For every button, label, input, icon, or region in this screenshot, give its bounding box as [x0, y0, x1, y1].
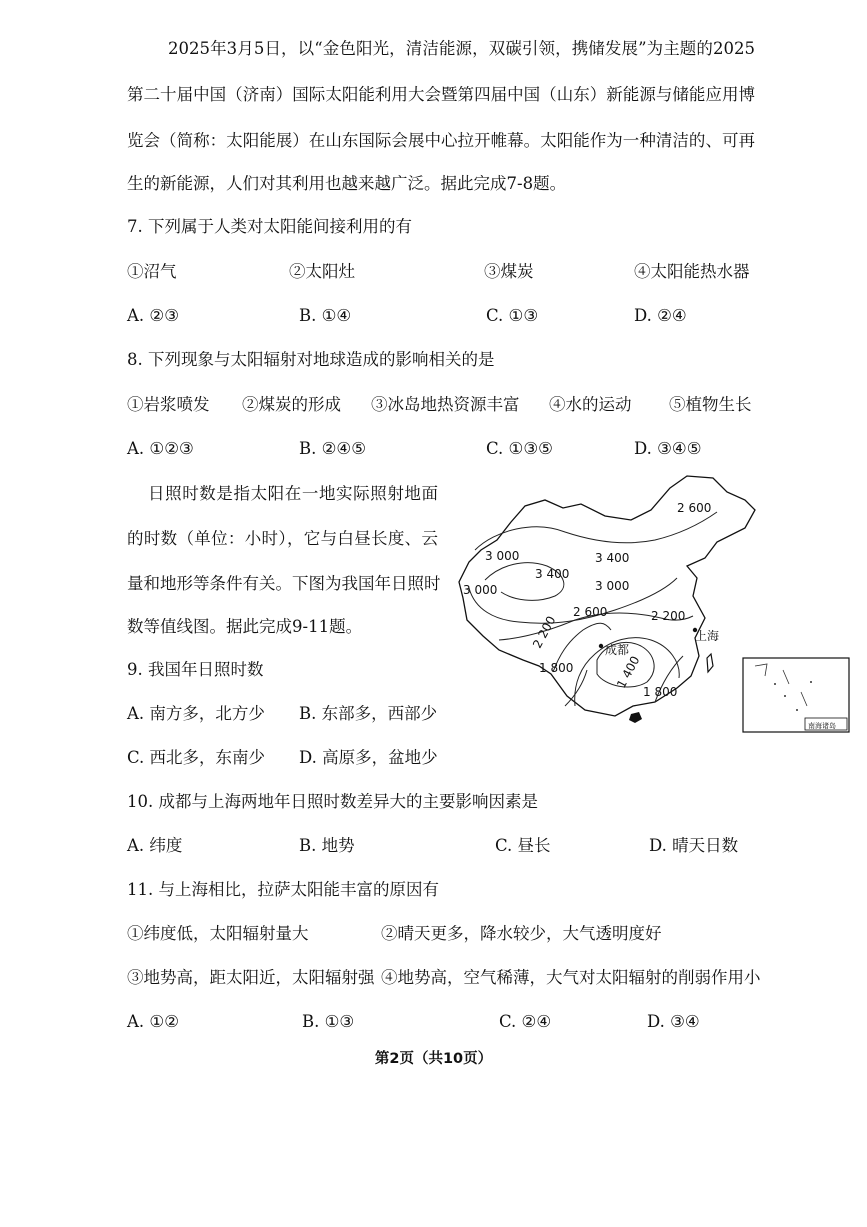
q7-options [127, 306, 747, 326]
q11-item: ②晴天更多，降水较少，大气透明度好 [381, 924, 662, 943]
city-marker [599, 644, 603, 648]
q7-item: ②太阳灶 [289, 262, 355, 281]
q7-stem: 7. 下列属于人类对太阳能间接利用的有 [127, 217, 412, 236]
q8-option-a: A. ①②③ [127, 439, 194, 458]
q9-option-c: C. 西北多，东南少 [127, 748, 266, 767]
q8-options [127, 439, 747, 459]
q8-option-d: D. ③④⑤ [634, 439, 702, 458]
q11-option-a: A. ①② [127, 1012, 179, 1031]
q10-option-b: B. 地势 [299, 836, 355, 855]
hainan-island [629, 712, 642, 723]
q8-item: ③冰岛地热资源丰富 [371, 395, 520, 414]
city-label-chengdu: 成都 [605, 643, 630, 657]
isoline [475, 512, 717, 550]
q9-stem: 9. 我国年日照时数 [127, 660, 264, 679]
q11-option-c: C. ②④ [499, 1012, 552, 1031]
q7-option-c: C. ①③ [486, 306, 539, 325]
isoline-label: 3 000 [463, 583, 498, 597]
q11-stem: 11. 与上海相比，拉萨太阳能丰富的原因有 [127, 880, 439, 899]
q9-option-d: D. 高原多，盆地少 [299, 748, 438, 767]
isoline-label: 2 600 [677, 501, 712, 515]
q11-items-row2 [127, 968, 761, 988]
q9-option-b: B. 东部多，西部少 [299, 704, 438, 723]
q8-option-b: B. ②④⑤ [299, 439, 366, 458]
q9-option-a: A. 南方多，北方少 [127, 704, 265, 723]
isoline-label: 2 600 [573, 605, 608, 619]
q7-item: ③煤炭 [484, 262, 534, 281]
q9-options-row1 [127, 704, 447, 724]
taiwan-island [707, 654, 713, 672]
q10-option-d: D. 晴天日数 [649, 836, 739, 855]
isoline-label: 3 400 [535, 567, 570, 581]
passage2-line1: 日照时数是指太阳在一地实际照射地面 [148, 484, 438, 503]
passage1-line2: 第二十届中国（济南）国际太阳能利用大会暨第四届中国（山东）新能源与储能应用博 [127, 85, 755, 104]
passage1-line4: 生的新能源，人们对其利用也越来越广泛。据此完成7-8题。 [127, 174, 567, 193]
q10-option-c: C. 昼长 [495, 836, 551, 855]
inset-label: 南海诸岛 [808, 722, 836, 730]
isoline-label: 3 400 [595, 551, 630, 565]
inset-coastline [755, 664, 807, 706]
q8-item: ④水的运动 [549, 395, 632, 414]
isoline-label: 2 200 [651, 609, 686, 623]
q8-stem: 8. 下列现象与太阳辐射对地球造成的影响相关的是 [127, 350, 495, 369]
isoline-label: 1 400 [614, 653, 643, 691]
isoline-label: 2 200 [530, 613, 559, 651]
q11-item: ④地势高，空气稀薄，大气对太阳辐射的削弱作用小 [381, 968, 761, 987]
q9-options-row2 [127, 748, 447, 768]
q8-option-c: C. ①③⑤ [486, 439, 553, 458]
isoline-label: 3 000 [595, 579, 630, 593]
q11-item: ①纬度低，太阳辐射量大 [127, 924, 309, 943]
passage1-line1: 2025年3月5日，以“金色阳光，清洁能源，双碳引领，携储发展”为主题的2025 [168, 39, 755, 58]
isoline-label: 3 000 [485, 549, 520, 563]
q11-option-b: B. ①③ [302, 1012, 355, 1031]
q10-options [127, 836, 747, 856]
passage2-line3: 量和地形等条件有关。下图为我国年日照时 [127, 574, 441, 593]
q7-option-d: D. ②④ [634, 306, 687, 325]
q7-item: ④太阳能热水器 [634, 262, 750, 281]
q10-stem: 10. 成都与上海两地年日照时数差异大的主要影响因素是 [127, 792, 538, 811]
q8-item: ②煤炭的形成 [242, 395, 341, 414]
q8-item: ⑤植物生长 [669, 395, 752, 414]
q8-item: ①岩浆喷发 [127, 395, 210, 414]
page-number: 第2页（共10页） [374, 1051, 493, 1067]
sunshine-isoline-map [455, 470, 855, 740]
q10-option-a: A. 纬度 [127, 836, 183, 855]
passage2-line2: 的时数（单位：小时），它与白昼长度、云 [127, 529, 438, 548]
south-china-sea-inset [743, 658, 849, 732]
q11-item: ③地势高，距太阳近，太阳辐射强 [127, 968, 375, 987]
q11-option-d: D. ③④ [647, 1012, 700, 1031]
q8-items [127, 395, 752, 415]
passage1-line3: 览会（简称：太阳能展）在山东国际会展中心拉开帷幕。太阳能作为一种清洁的、可再 [127, 131, 755, 150]
q7-item: ①沼气 [127, 262, 177, 281]
q11-items-row1 [127, 924, 747, 944]
passage2-line4: 数等值线图。据此完成9-11题。 [127, 617, 363, 636]
city-label-shanghai: 上海 [695, 629, 720, 643]
q7-option-a: A. ②③ [127, 306, 179, 325]
q7-items [127, 262, 750, 282]
q7-option-b: B. ①④ [299, 306, 352, 325]
isoline-label: 1 800 [643, 685, 678, 699]
q11-options [127, 1012, 747, 1032]
isoline-label: 1 800 [539, 661, 574, 675]
